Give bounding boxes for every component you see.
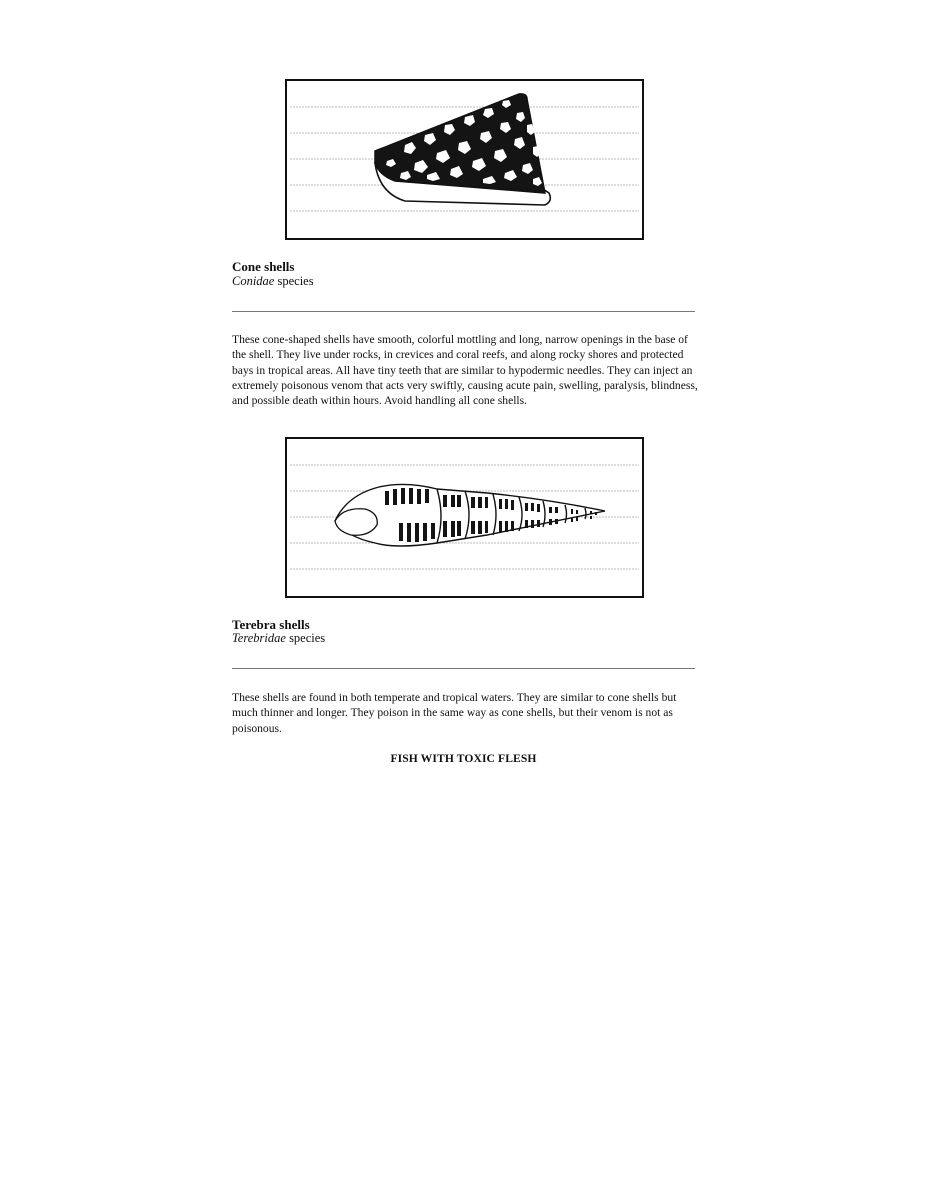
cone-shells-scientific-name: [232, 274, 314, 289]
terebra-shell-illustration: [285, 437, 644, 598]
cone-shells-family: Conidae: [232, 274, 275, 288]
divider-line: [232, 668, 695, 669]
terebra-shells-title: Terebra shells: [232, 617, 310, 632]
cone-shells-description: These cone-shaped shells have smooth, colorful mottling and long, narrow openings in the base of the shell. They live under rocks, in crevices and coral reefs, and along rocky shores and protected bays in tropical areas. All have tiny teeth that are similar to hypodermic needles. They can inject an extremely poisonous venom that acts very swiftly, causing acute pain, swelling, paralysis, blindness, and possible death within hours. Avoid handling all cone shells.: [232, 333, 698, 408]
divider-line: [232, 311, 695, 312]
cone-shells-title: Cone shells: [232, 259, 295, 274]
terebra-shells-description: These shells are found in both temperate and tropical waters. They are similar to cone shells but much thinner and longer. They poison in the same way as cone shells, but their venom is not as poisonous.: [232, 691, 677, 735]
section-heading: FISH WITH TOXIC FLESH: [390, 752, 537, 765]
cone-shell-illustration: [285, 79, 644, 240]
terebra-shells-scientific-name: [232, 631, 325, 646]
terebra-shells-species-suffix: species: [285, 631, 326, 645]
terebra-shells-family: Terebridae: [232, 631, 286, 645]
cone-shells-species-suffix: species: [274, 274, 314, 288]
